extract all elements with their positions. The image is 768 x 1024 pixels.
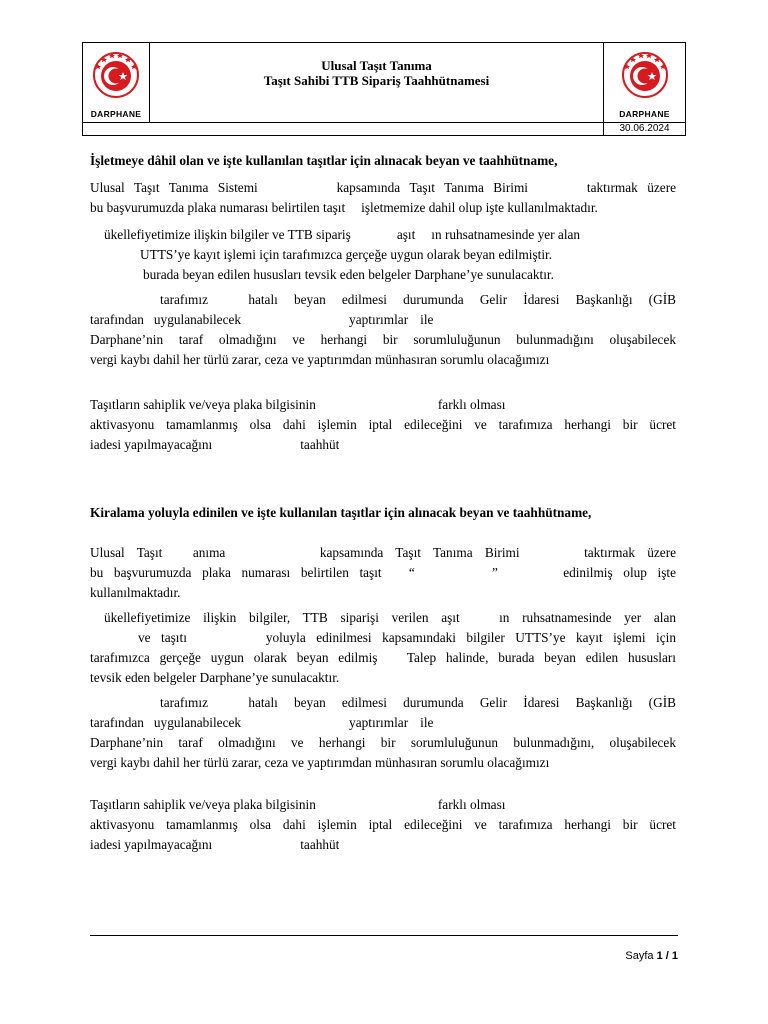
darphane-emblem-icon xyxy=(619,47,671,99)
text-fragment: ve/veya xyxy=(188,797,231,812)
paragraph-line xyxy=(90,350,676,370)
text-fragment: sahiplik xyxy=(143,397,186,412)
document-date: 30.06.2024 xyxy=(603,122,685,136)
text-fragment: ın ruhsatnamesinde yer alan xyxy=(431,227,581,242)
text-fragment: işletmemize dahil olup işte kullanılmaktadır. xyxy=(361,200,598,215)
logo-left xyxy=(83,43,150,122)
paragraph-line xyxy=(90,563,676,583)
paragraph-line xyxy=(90,648,676,668)
text-fragment: UTTS’ye kayıt işlemi için tarafımızca gerçeğe uygun olarak beyan edilmiştir. xyxy=(140,247,553,262)
text-fragment: tarafından xyxy=(90,312,144,327)
text-fragment: edinilmiş olup işte xyxy=(563,565,677,580)
text-fragment: burada beyan edilen hususları tevsik eden belgeler Darphane’ye sunulacaktır. xyxy=(143,267,554,282)
text-fragment: hatalı beyan edilmesi durumunda Gelir İdaresi Başkanlığı (GİB xyxy=(248,292,676,307)
header-title-line2: Taşıt Sahibi TTB Sipariş Taahhütnamesi xyxy=(263,73,490,88)
page-number: 1 / 1 xyxy=(656,950,678,962)
text-fragment: bilgisinin xyxy=(265,397,316,412)
section2-heading: Kiralama yoluyla edinilen ve işte kullanılan taşıtlar için alınacak beyan ve taahhütname, xyxy=(90,505,592,520)
paragraph-line xyxy=(90,265,676,285)
paragraph-line xyxy=(90,753,676,773)
text-fragment: uygulanabilecek xyxy=(153,715,242,730)
text-fragment: Darphane’nin taraf olmadığını ve herhangi bir sorumluluğunun bulunmadığını oluşabilecek xyxy=(90,332,676,347)
text-fragment: tevsik eden belgeler Darphane’ye sunulacaktır. xyxy=(90,670,340,685)
header-title-line1: Ulusal Taşıt Tanıma xyxy=(321,58,432,73)
paragraph-line xyxy=(90,583,676,603)
text-fragment: taktırmak üzere xyxy=(586,180,677,195)
text-fragment: taktırmak üzere xyxy=(584,545,677,560)
text-fragment: Taşıtların xyxy=(90,797,141,812)
text-fragment: Ulusal Taşıt Tanıma Sistemi xyxy=(90,180,258,195)
text-fragment: Taşıtların xyxy=(90,397,141,412)
text-fragment: tarafımızca gerçeğe uygun olarak beyan edilmiş xyxy=(90,650,378,665)
text-fragment: farklı xyxy=(437,397,467,412)
paragraph-line xyxy=(90,693,676,713)
footer-divider xyxy=(90,935,678,936)
text-fragment: iadesi yapılmayacağını xyxy=(90,837,213,852)
text-fragment: vergi kaybı dahil her türlü zarar, ceza ve yaptırımdan münhasıran sorumlu olacağımızı xyxy=(90,352,550,367)
text-fragment: yoluyla edinilmesi kapsamındaki bilgiler UTTS’ye kayıt işlemi için xyxy=(265,630,676,645)
document-header xyxy=(82,42,686,136)
paragraph-line xyxy=(90,733,676,753)
paragraph-line xyxy=(90,543,676,563)
page-footer xyxy=(625,950,678,962)
section1-paragraph2 xyxy=(90,225,676,285)
text-fragment: ile xyxy=(420,715,434,730)
paragraph-line xyxy=(90,795,676,815)
section1-heading: İşletmeye dâhil olan ve işte kullanılan taşıtlar için alınacak beyan ve taahhütname, xyxy=(90,153,558,168)
paragraph-line xyxy=(90,198,676,218)
text-fragment: yaptırımlar xyxy=(349,715,409,730)
text-fragment: anıma xyxy=(192,545,226,560)
section2-paragraph3 xyxy=(90,693,676,773)
paragraph-line xyxy=(90,290,676,310)
text-fragment: kullanılmaktadır. xyxy=(90,585,181,600)
text-fragment: ın ruhsatnamesinde yer alan xyxy=(499,610,676,625)
paragraph-line xyxy=(90,245,676,265)
paragraph-line xyxy=(90,713,676,733)
paragraph-line xyxy=(90,330,676,350)
text-fragment: Ulusal Taşıt xyxy=(90,545,163,560)
paragraph-line xyxy=(90,310,676,330)
text-fragment: kapsamında Taşıt Tanıma Birimi xyxy=(319,545,520,560)
text-fragment: ” xyxy=(492,565,498,580)
text-fragment: olması xyxy=(469,397,506,412)
text-fragment: ve/veya xyxy=(188,397,231,412)
text-fragment: tarafımız xyxy=(160,292,208,307)
text-fragment: “ xyxy=(408,565,415,580)
paragraph-line xyxy=(90,435,676,455)
text-fragment: ükellefiyetimize ilişkin bilgiler, TTB siparişi verilen xyxy=(104,610,429,625)
text-fragment: ile xyxy=(420,312,434,327)
text-fragment: farklı xyxy=(437,797,467,812)
section2-paragraph1 xyxy=(90,543,676,603)
text-fragment: plaka xyxy=(233,797,263,812)
section2-paragraph2 xyxy=(90,608,676,688)
text-fragment: tarafından xyxy=(90,715,144,730)
text-fragment: ve taşıtı xyxy=(138,630,187,645)
text-fragment: aşıt xyxy=(396,227,416,242)
text-fragment: iadesi yapılmayacağını xyxy=(90,437,213,452)
header-divider xyxy=(83,122,685,123)
paragraph-line xyxy=(90,415,676,435)
logo-right-text: DARPHANE xyxy=(619,109,670,119)
text-fragment: uygulanabilecek xyxy=(153,312,242,327)
text-fragment: yaptırımlar xyxy=(349,312,409,327)
paragraph-line xyxy=(90,835,676,855)
text-fragment: vergi kaybı dahil her türlü zarar, ceza ve yaptırımdan münhasıran sorumlu olacağımızı xyxy=(90,755,550,770)
text-fragment: bu başvurumuzda plaka numarası belirtilen taşıt xyxy=(90,565,382,580)
paragraph-line xyxy=(90,668,676,688)
paragraph-line xyxy=(90,395,676,415)
text-fragment: kapsamında Taşıt Tanıma Birimi xyxy=(336,180,528,195)
text-fragment: taahhüt xyxy=(300,837,340,852)
text-fragment: hatalı beyan edilmesi durumunda Gelir İdaresi Başkanlığı (GİB xyxy=(248,695,676,710)
paragraph-line xyxy=(90,628,676,648)
section1-paragraph3 xyxy=(90,290,676,370)
paragraph-line xyxy=(90,815,676,835)
text-fragment: tarafımız xyxy=(160,695,208,710)
text-fragment: taahhüt xyxy=(300,437,340,452)
text-fragment: ükellefiyetimize ilişkin bilgiler ve TTB sipariş xyxy=(104,227,351,242)
text-fragment: plaka xyxy=(233,397,263,412)
text-fragment: Talep halinde, burada beyan edilen hususları xyxy=(406,650,677,665)
logo-right xyxy=(603,43,685,122)
text-fragment: aktivasyonu tamamlanmış olsa dahi işlemin iptal edileceğini ve tarafımıza herhangi bir ücret xyxy=(90,417,676,432)
text-fragment: Darphane’nin taraf olmadığını ve herhangi bir sorumluluğunun bulunmadığını, oluşabilecek xyxy=(90,735,676,750)
section2-paragraph4 xyxy=(90,795,676,855)
text-fragment: sahiplik xyxy=(143,797,186,812)
section1-paragraph1 xyxy=(90,178,676,218)
paragraph-line xyxy=(90,178,676,198)
text-fragment: aşıt xyxy=(441,610,460,625)
page-label: Sayfa xyxy=(625,950,654,962)
paragraph-line xyxy=(90,608,676,628)
text-fragment: aktivasyonu tamamlanmış olsa dahi işlemin iptal edileceğini ve tarafımıza herhangi bir ücret xyxy=(90,817,676,832)
section1-paragraph4 xyxy=(90,395,676,455)
text-fragment: bu başvurumuzda plaka numarası belirtilen taşıt xyxy=(90,200,346,215)
text-fragment: bilgisinin xyxy=(265,797,316,812)
paragraph-line xyxy=(90,225,676,245)
header-title xyxy=(150,58,603,88)
text-fragment: olması xyxy=(469,797,506,812)
logo-left-text: DARPHANE xyxy=(90,109,142,119)
darphane-emblem-icon xyxy=(90,47,142,99)
